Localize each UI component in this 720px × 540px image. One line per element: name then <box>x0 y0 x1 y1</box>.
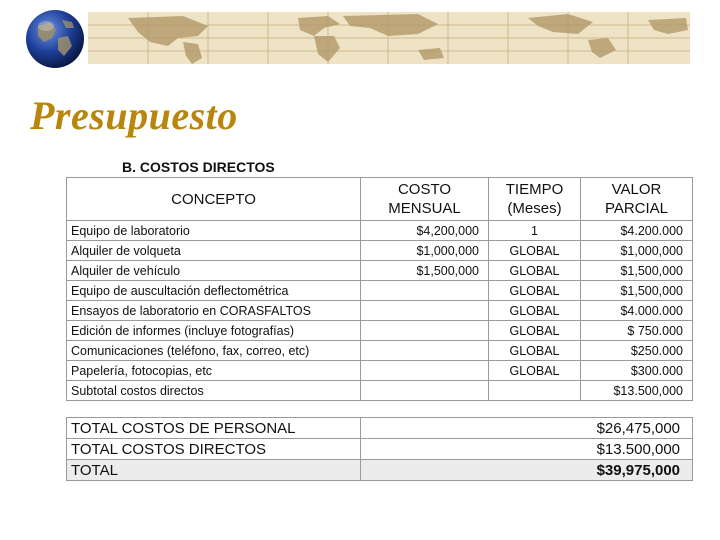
row-monthly-cost: $1,000,000 <box>361 241 489 261</box>
row-time: GLOBAL <box>489 261 581 281</box>
row-partial-value: $300.000 <box>581 361 693 381</box>
row-time: GLOBAL <box>489 321 581 341</box>
row-time: GLOBAL <box>489 361 581 381</box>
row-time: GLOBAL <box>489 301 581 321</box>
world-map-banner <box>88 12 690 64</box>
header-partial-value: VALOR PARCIAL <box>581 178 693 221</box>
row-partial-value: $4.200.000 <box>581 221 693 241</box>
table-row <box>67 321 693 341</box>
globe-icon <box>24 8 86 70</box>
row-time: GLOBAL <box>489 341 581 361</box>
row-concept: Equipo de auscultación deflectométrica <box>67 281 361 301</box>
row-concept: Ensayos de laboratorio en CORASFALTOS <box>67 301 361 321</box>
row-monthly-cost <box>361 301 489 321</box>
total-value: $13.500,000 <box>361 439 693 460</box>
header-time-months: TIEMPO (Meses) <box>489 178 581 221</box>
map-continents <box>128 14 688 64</box>
row-partial-value: $4.000.000 <box>581 301 693 321</box>
header-monthly-cost: COSTO MENSUAL <box>361 178 489 221</box>
total-direct-row <box>67 439 693 460</box>
row-concept: Equipo de laboratorio <box>67 221 361 241</box>
row-partial-value: $13.500,000 <box>581 381 693 401</box>
total-value: $26,475,000 <box>361 418 693 439</box>
total-label: TOTAL <box>67 460 361 481</box>
row-time: GLOBAL <box>489 281 581 301</box>
grand-total-row <box>67 460 693 481</box>
direct-costs-table <box>66 177 693 401</box>
row-partial-value: $1,500,000 <box>581 261 693 281</box>
row-concept: Papelería, fotocopias, etc <box>67 361 361 381</box>
header-concept: CONCEPTO <box>67 178 361 221</box>
row-partial-value: $ 750.000 <box>581 321 693 341</box>
row-partial-value: $1,000,000 <box>581 241 693 261</box>
section-title: B. COSTOS DIRECTOS <box>122 159 275 175</box>
row-concept: Subtotal costos directos <box>67 381 361 401</box>
table-row <box>67 281 693 301</box>
row-time: GLOBAL <box>489 241 581 261</box>
total-label: TOTAL COSTOS DE PERSONAL <box>67 418 361 439</box>
table-row <box>67 361 693 381</box>
row-time: 1 <box>489 221 581 241</box>
row-monthly-cost <box>361 321 489 341</box>
table-row <box>67 221 693 241</box>
row-concept: Edición de informes (incluye fotografías) <box>67 321 361 341</box>
total-label: TOTAL COSTOS DIRECTOS <box>67 439 361 460</box>
row-concept: Alquiler de volqueta <box>67 241 361 261</box>
table-row <box>67 261 693 281</box>
table-row <box>67 301 693 321</box>
subtotal-row <box>67 381 693 401</box>
row-monthly-cost <box>361 381 489 401</box>
row-time <box>489 381 581 401</box>
row-partial-value: $1,500,000 <box>581 281 693 301</box>
row-monthly-cost <box>361 281 489 301</box>
page-title: Presupuesto <box>30 93 238 138</box>
row-monthly-cost <box>361 361 489 381</box>
row-concept: Comunicaciones (teléfono, fax, correo, etc) <box>67 341 361 361</box>
table-header-row <box>67 178 693 221</box>
table-row <box>67 341 693 361</box>
row-monthly-cost: $4,200,000 <box>361 221 489 241</box>
row-monthly-cost <box>361 341 489 361</box>
row-partial-value: $250.000 <box>581 341 693 361</box>
total-value: $39,975,000 <box>361 460 693 481</box>
totals-table <box>66 417 693 481</box>
row-concept: Alquiler de vehículo <box>67 261 361 281</box>
total-personnel-row <box>67 418 693 439</box>
table-row <box>67 241 693 261</box>
world-map-illustration <box>88 12 690 64</box>
row-monthly-cost: $1,500,000 <box>361 261 489 281</box>
